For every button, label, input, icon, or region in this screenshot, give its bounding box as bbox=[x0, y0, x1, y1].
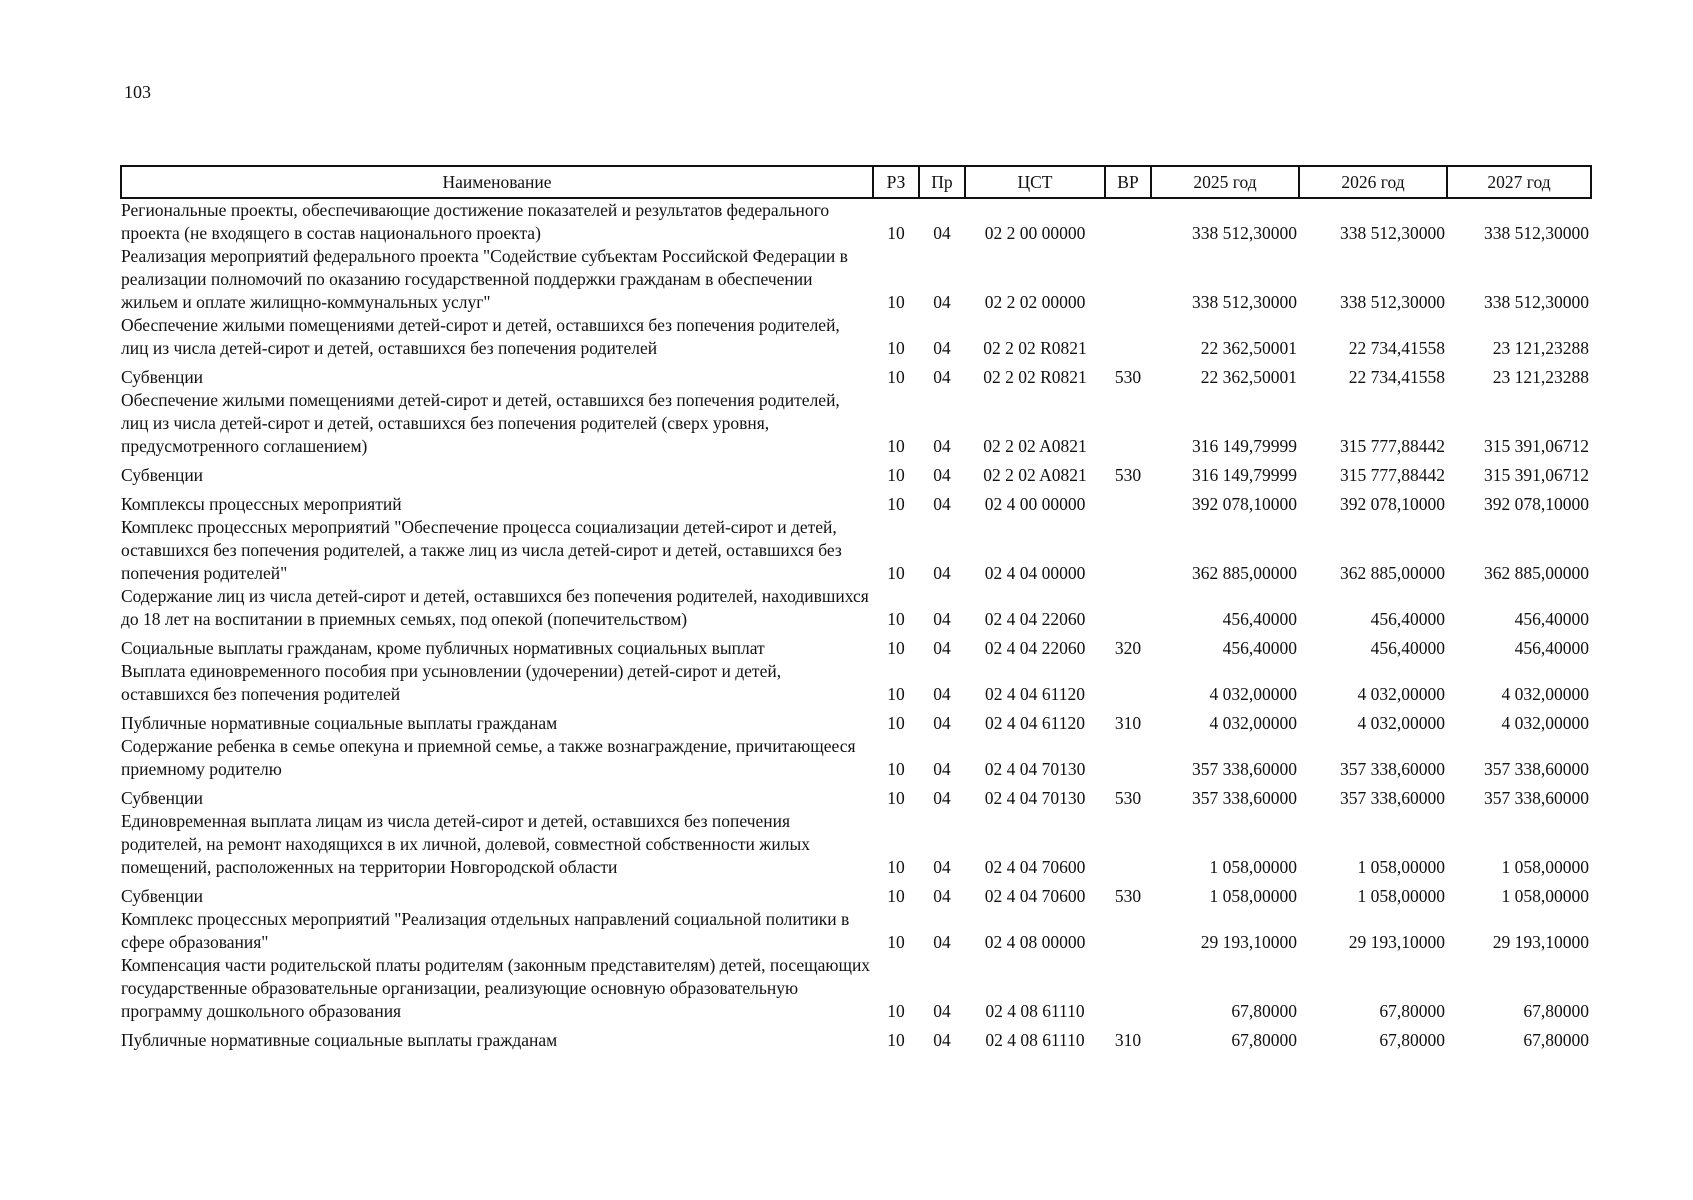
row-amount-2025: 456,40000 bbox=[1222, 638, 1297, 658]
row-amount-2026: 456,40000 bbox=[1370, 638, 1445, 658]
table-row bbox=[121, 487, 1591, 516]
row-amount-2027: 67,80000 bbox=[1523, 1001, 1589, 1021]
row-amount-2025: 4 032,00000 bbox=[1209, 713, 1297, 733]
row-rz: 10 bbox=[887, 609, 905, 629]
row-amount-2027: 23 121,23288 bbox=[1492, 338, 1589, 358]
row-vr bbox=[1105, 198, 1151, 245]
row-vr bbox=[1105, 245, 1151, 314]
row-rz: 10 bbox=[887, 788, 905, 808]
row-cst: 02 4 04 22060 bbox=[984, 638, 1086, 658]
row-amount-2025: 29 193,10000 bbox=[1200, 932, 1297, 952]
row-vr bbox=[1105, 810, 1151, 879]
row-cst: 02 4 04 70600 bbox=[984, 857, 1086, 877]
row-amount-2027: 357 338,60000 bbox=[1484, 759, 1589, 779]
row-name: Субвенции bbox=[121, 367, 204, 387]
row-amount-2026: 357 338,60000 bbox=[1340, 759, 1445, 779]
row-vr bbox=[1105, 585, 1151, 631]
row-vr bbox=[1105, 516, 1151, 585]
row-name: Обеспечение жилыми помещениями детей-сирот и детей, оставшихся без попечения родителей, лиц из числа детей-сирот и детей, оставшихся без попечения родителей bbox=[121, 315, 840, 358]
row-pr: 04 bbox=[933, 638, 951, 658]
table-row bbox=[121, 585, 1591, 631]
budget-table bbox=[120, 165, 1592, 1052]
row-pr: 04 bbox=[933, 1001, 951, 1021]
page-number: 103 bbox=[124, 82, 151, 102]
table-header-row bbox=[121, 166, 1591, 198]
row-amount-2027: 1 058,00000 bbox=[1501, 886, 1589, 906]
row-amount-2025: 392 078,10000 bbox=[1192, 494, 1297, 514]
row-name: Обеспечение жилыми помещениями детей-сирот и детей, оставшихся без попечения родителей, лиц из числа детей-сирот и детей, оставшихся без попечения родителей (сверх уровня, предусмотренного соглашением) bbox=[121, 390, 840, 456]
row-cst: 02 4 08 61110 bbox=[985, 1001, 1085, 1021]
row-cst: 02 4 04 70130 bbox=[984, 788, 1086, 808]
row-amount-2027: 338 512,30000 bbox=[1484, 223, 1589, 243]
row-vr bbox=[1105, 660, 1151, 706]
row-cst: 02 2 02 00000 bbox=[984, 292, 1086, 312]
row-name: Комплекс процессных мероприятий "Реализация отдельных направлений социальной политики в сфере образования" bbox=[121, 909, 850, 952]
row-vr bbox=[1105, 314, 1151, 360]
row-amount-2025: 1 058,00000 bbox=[1209, 857, 1297, 877]
row-amount-2026: 67,80000 bbox=[1379, 1030, 1445, 1050]
row-pr: 04 bbox=[933, 684, 951, 704]
row-rz: 10 bbox=[887, 638, 905, 658]
row-amount-2025: 22 362,50001 bbox=[1200, 338, 1297, 358]
row-name: Единовременная выплата лицам из числа детей-сирот и детей, оставшихся без попечения родителей, на ремонт находящихся в их личной, долевой, совместной собственности жилых помещений, расположенных на территории Новгородской области bbox=[121, 811, 810, 877]
row-cst: 02 4 04 22060 bbox=[984, 609, 1086, 629]
row-rz: 10 bbox=[887, 465, 905, 485]
row-name: Реализация мероприятий федерального проекта "Содействие субъектам Российской Федерации в реализации полномочий по оказанию государственной поддержки гражданам в обеспечении жильем и оплате жилищно-коммунальных услуг" bbox=[121, 246, 848, 312]
row-rz: 10 bbox=[887, 338, 905, 358]
header-rz: РЗ bbox=[873, 166, 919, 198]
row-amount-2026: 357 338,60000 bbox=[1340, 788, 1445, 808]
row-cst: 02 2 02 A0821 bbox=[983, 465, 1087, 485]
table-row bbox=[121, 954, 1591, 1023]
row-rz: 10 bbox=[887, 367, 905, 387]
row-amount-2027: 315 391,06712 bbox=[1484, 465, 1589, 485]
row-amount-2026: 315 777,88442 bbox=[1340, 465, 1445, 485]
row-amount-2027: 315 391,06712 bbox=[1484, 436, 1589, 456]
row-cst: 02 2 02 R0821 bbox=[983, 367, 1087, 387]
header-2026: 2026 год bbox=[1299, 166, 1447, 198]
row-amount-2027: 67,80000 bbox=[1523, 1030, 1589, 1050]
row-vr: 530 bbox=[1114, 886, 1142, 906]
table-row bbox=[121, 198, 1591, 245]
row-vr bbox=[1105, 908, 1151, 954]
row-name: Публичные нормативные социальные выплаты гражданам bbox=[121, 1030, 558, 1050]
row-cst: 02 2 00 00000 bbox=[984, 223, 1086, 243]
header-name: Наименование bbox=[121, 166, 873, 198]
row-vr: 530 bbox=[1114, 367, 1142, 387]
header-pr: Пр bbox=[919, 166, 965, 198]
row-amount-2025: 316 149,79999 bbox=[1192, 465, 1297, 485]
row-rz: 10 bbox=[887, 713, 905, 733]
row-cst: 02 4 04 70130 bbox=[984, 759, 1086, 779]
row-amount-2025: 338 512,30000 bbox=[1192, 292, 1297, 312]
row-cst: 02 2 02 R0821 bbox=[983, 338, 1087, 358]
table-row bbox=[121, 389, 1591, 458]
row-vr bbox=[1105, 735, 1151, 781]
row-amount-2026: 315 777,88442 bbox=[1340, 436, 1445, 456]
row-pr: 04 bbox=[933, 223, 951, 243]
row-pr: 04 bbox=[933, 436, 951, 456]
row-amount-2027: 456,40000 bbox=[1514, 638, 1589, 658]
row-cst: 02 4 04 61120 bbox=[985, 713, 1085, 733]
row-rz: 10 bbox=[887, 1001, 905, 1021]
row-amount-2025: 357 338,60000 bbox=[1192, 788, 1297, 808]
row-amount-2025: 316 149,79999 bbox=[1192, 436, 1297, 456]
row-name: Субвенции bbox=[121, 465, 204, 485]
row-rz: 10 bbox=[887, 292, 905, 312]
table-row bbox=[121, 360, 1591, 389]
table-row bbox=[121, 245, 1591, 314]
row-amount-2027: 4 032,00000 bbox=[1501, 713, 1589, 733]
row-amount-2025: 4 032,00000 bbox=[1209, 684, 1297, 704]
table-row bbox=[121, 458, 1591, 487]
row-rz: 10 bbox=[887, 494, 905, 514]
row-amount-2027: 357 338,60000 bbox=[1484, 788, 1589, 808]
row-amount-2026: 22 734,41558 bbox=[1348, 367, 1445, 387]
row-cst: 02 4 08 61110 bbox=[985, 1030, 1085, 1050]
row-pr: 04 bbox=[933, 338, 951, 358]
row-rz: 10 bbox=[887, 223, 905, 243]
table-row bbox=[121, 516, 1591, 585]
table-row bbox=[121, 879, 1591, 908]
header-vr: ВР bbox=[1105, 166, 1151, 198]
row-amount-2026: 456,40000 bbox=[1370, 609, 1445, 629]
row-rz: 10 bbox=[887, 886, 905, 906]
row-pr: 04 bbox=[933, 759, 951, 779]
row-vr: 310 bbox=[1114, 713, 1142, 733]
row-amount-2027: 1 058,00000 bbox=[1501, 857, 1589, 877]
row-pr: 04 bbox=[933, 788, 951, 808]
row-cst: 02 2 02 A0821 bbox=[983, 436, 1087, 456]
row-pr: 04 bbox=[933, 713, 951, 733]
header-2027: 2027 год bbox=[1447, 166, 1591, 198]
row-pr: 04 bbox=[933, 857, 951, 877]
row-vr: 320 bbox=[1114, 638, 1142, 658]
row-name: Субвенции bbox=[121, 886, 204, 906]
row-name: Публичные нормативные социальные выплаты гражданам bbox=[121, 713, 558, 733]
row-pr: 04 bbox=[933, 609, 951, 629]
row-pr: 04 bbox=[933, 1030, 951, 1050]
header-2025: 2025 год bbox=[1151, 166, 1299, 198]
table-row bbox=[121, 1023, 1591, 1052]
row-cst: 02 4 04 00000 bbox=[984, 563, 1086, 583]
row-amount-2027: 456,40000 bbox=[1514, 609, 1589, 629]
row-amount-2027: 4 032,00000 bbox=[1501, 684, 1589, 704]
row-amount-2027: 29 193,10000 bbox=[1492, 932, 1589, 952]
row-rz: 10 bbox=[887, 1030, 905, 1050]
row-name: Содержание лиц из числа детей-сирот и детей, оставшихся без попечения родителей, находившихся до 18 лет на воспитании в приемных семьях, под опекой (попечительством) bbox=[121, 586, 869, 629]
table-row bbox=[121, 660, 1591, 706]
table-body bbox=[121, 198, 1591, 1052]
row-amount-2026: 29 193,10000 bbox=[1348, 932, 1445, 952]
row-vr: 310 bbox=[1114, 1030, 1142, 1050]
header-cst: ЦСТ bbox=[965, 166, 1105, 198]
row-pr: 04 bbox=[933, 932, 951, 952]
row-amount-2026: 67,80000 bbox=[1379, 1001, 1445, 1021]
row-cst: 02 4 08 00000 bbox=[984, 932, 1086, 952]
row-amount-2027: 392 078,10000 bbox=[1484, 494, 1589, 514]
row-name: Региональные проекты, обеспечивающие достижение показателей и результатов федерального проекта (не входящего в состав национального проекта) bbox=[121, 200, 830, 243]
row-rz: 10 bbox=[887, 563, 905, 583]
row-amount-2027: 362 885,00000 bbox=[1484, 563, 1589, 583]
row-vr bbox=[1105, 954, 1151, 1023]
row-pr: 04 bbox=[933, 886, 951, 906]
row-amount-2026: 392 078,10000 bbox=[1340, 494, 1445, 514]
row-vr: 530 bbox=[1114, 465, 1142, 485]
row-name: Комплексы процессных мероприятий bbox=[121, 494, 402, 514]
row-rz: 10 bbox=[887, 759, 905, 779]
row-name: Компенсация части родительской платы родителям (законным представителям) детей, посещающих государственные образовательные организации, реализующие основную образовательную программу дошкольного образования bbox=[121, 955, 871, 1021]
row-amount-2025: 1 058,00000 bbox=[1209, 886, 1297, 906]
row-rz: 10 bbox=[887, 684, 905, 704]
row-pr: 04 bbox=[933, 494, 951, 514]
row-amount-2025: 456,40000 bbox=[1222, 609, 1297, 629]
row-amount-2026: 4 032,00000 bbox=[1357, 684, 1445, 704]
row-amount-2025: 338 512,30000 bbox=[1192, 223, 1297, 243]
row-amount-2026: 22 734,41558 bbox=[1348, 338, 1445, 358]
row-amount-2026: 338 512,30000 bbox=[1340, 292, 1445, 312]
row-amount-2025: 357 338,60000 bbox=[1192, 759, 1297, 779]
row-amount-2025: 67,80000 bbox=[1231, 1030, 1297, 1050]
row-amount-2027: 23 121,23288 bbox=[1492, 367, 1589, 387]
row-amount-2026: 1 058,00000 bbox=[1357, 857, 1445, 877]
row-rz: 10 bbox=[887, 857, 905, 877]
row-pr: 04 bbox=[933, 367, 951, 387]
row-vr: 530 bbox=[1114, 788, 1142, 808]
row-cst: 02 4 04 61120 bbox=[985, 684, 1085, 704]
row-amount-2026: 1 058,00000 bbox=[1357, 886, 1445, 906]
table-row bbox=[121, 908, 1591, 954]
row-amount-2026: 338 512,30000 bbox=[1340, 223, 1445, 243]
row-amount-2026: 4 032,00000 bbox=[1357, 713, 1445, 733]
row-amount-2026: 362 885,00000 bbox=[1340, 563, 1445, 583]
row-amount-2025: 22 362,50001 bbox=[1200, 367, 1297, 387]
table-row bbox=[121, 781, 1591, 810]
row-name: Комплекс процессных мероприятий "Обеспечение процесса социализации детей-сирот и детей, оставшихся без попечения родителей, а также лиц из числа детей-сирот и детей, оставшихся без попечения родителей" bbox=[121, 517, 842, 583]
row-pr: 04 bbox=[933, 563, 951, 583]
table-row bbox=[121, 735, 1591, 781]
row-pr: 04 bbox=[933, 292, 951, 312]
table-row bbox=[121, 706, 1591, 735]
row-name: Содержание ребенка в семье опекуна и приемной семье, а также вознаграждение, причитающееся приемному родителю bbox=[121, 736, 856, 779]
table-row bbox=[121, 631, 1591, 660]
row-name: Выплата единовременного пособия при усыновлении (удочерении) детей-сирот и детей, оставшихся без попечения родителей bbox=[121, 661, 782, 704]
row-cst: 02 4 04 70600 bbox=[984, 886, 1086, 906]
row-name: Субвенции bbox=[121, 788, 204, 808]
table-row bbox=[121, 314, 1591, 360]
row-amount-2025: 67,80000 bbox=[1231, 1001, 1297, 1021]
row-vr bbox=[1105, 487, 1151, 516]
row-rz: 10 bbox=[887, 932, 905, 952]
row-name: Социальные выплаты гражданам, кроме публичных нормативных социальных выплат bbox=[121, 638, 765, 658]
row-vr bbox=[1105, 389, 1151, 458]
row-pr: 04 bbox=[933, 465, 951, 485]
row-rz: 10 bbox=[887, 436, 905, 456]
table-row bbox=[121, 810, 1591, 879]
row-cst: 02 4 00 00000 bbox=[984, 494, 1086, 514]
row-amount-2027: 338 512,30000 bbox=[1484, 292, 1589, 312]
row-amount-2025: 362 885,00000 bbox=[1192, 563, 1297, 583]
